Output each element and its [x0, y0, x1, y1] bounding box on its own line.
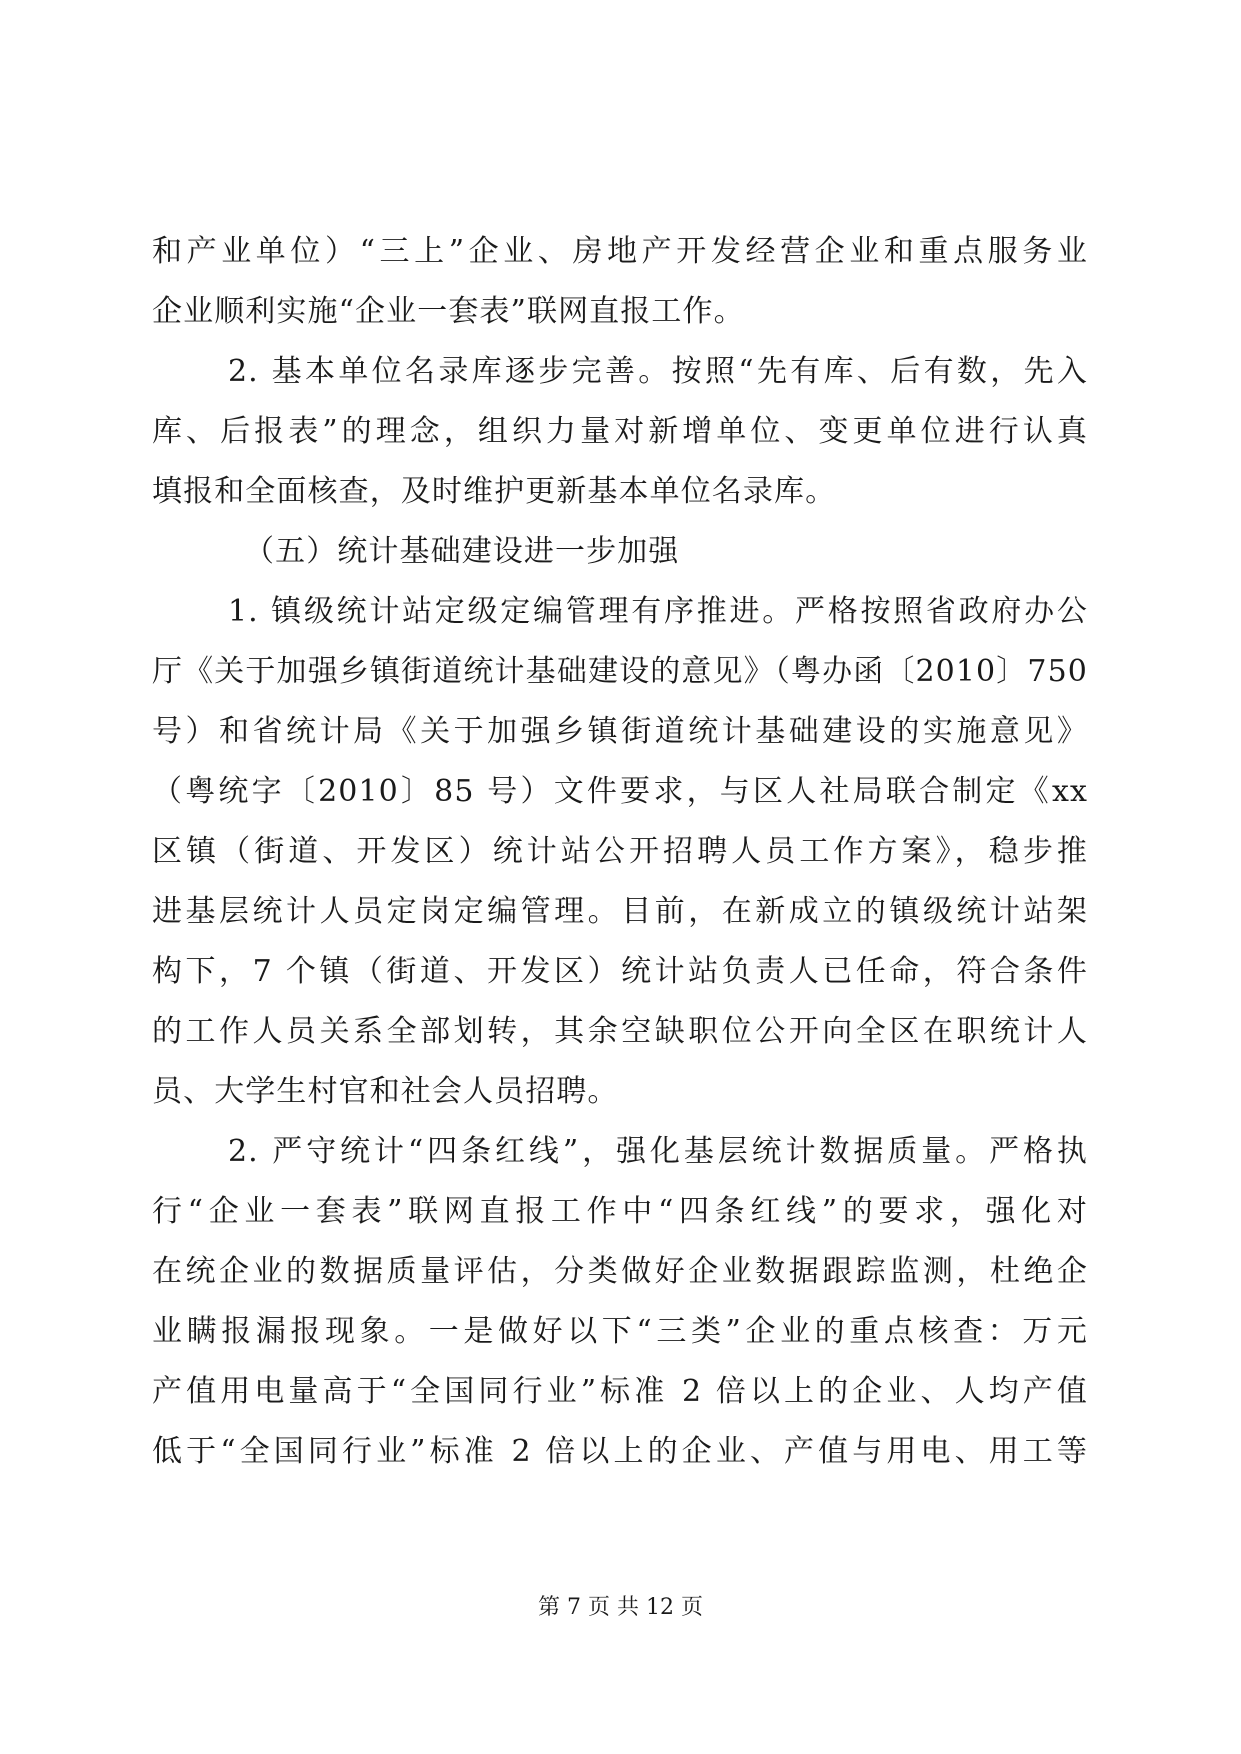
text-line: 企业顺利实施“企业一套表”联网直报工作。 — [152, 294, 745, 329]
text-line: 区镇（街道、开发区）统计站公开招聘人员工作方案》，稳步推 — [152, 834, 1088, 869]
text-line: 业瞒报漏报现象。一是做好以下“三类”企业的重点核查：万元 — [152, 1314, 1088, 1349]
body-text — [152, 222, 1088, 1482]
text-line: 号）和省统计局《关于加强乡镇街道统计基础建设的实施意见》 — [152, 714, 1088, 749]
text-line: 构下，7 个镇（街道、开发区）统计站负责人已任命，符合条件 — [152, 954, 1088, 989]
text-line: 库、后报表”的理念，组织力量对新增单位、变更单位进行认真 — [152, 414, 1088, 449]
text-line: 在统企业的数据质量评估，分类做好企业数据跟踪监测，杜绝企 — [152, 1254, 1088, 1289]
text-line: 厅《关于加强乡镇街道统计基础建设的意见》（粤办函〔2010〕750 — [152, 654, 1088, 689]
page-footer: 第 7 页 共 12 页 — [538, 1595, 703, 1620]
text-line: 产值用电量高于“全国同行业”标准 2 倍以上的企业、人均产值 — [152, 1374, 1088, 1409]
text-line: 和产业单位）“三上”企业、房地产开发经营企业和重点服务业 — [152, 234, 1088, 269]
text-line: 2. 基本单位名录库逐步完善。按照“先有库、后有数，先入 — [228, 354, 1088, 389]
text-line: 的工作人员关系全部划转，其余空缺职位公开向全区在职统计人 — [152, 1014, 1088, 1049]
text-line: 行“企业一套表”联网直报工作中“四条红线”的要求，强化对 — [152, 1194, 1088, 1229]
text-line: 填报和全面核查，及时维护更新基本单位名录库。 — [152, 474, 837, 509]
text-line: 进基层统计人员定岗定编管理。目前，在新成立的镇级统计站架 — [152, 894, 1088, 929]
text-line: 员、大学生村官和社会人员招聘。 — [152, 1074, 619, 1109]
text-line: 低于“全国同行业”标准 2 倍以上的企业、产值与用电、用工等 — [152, 1434, 1088, 1469]
text-line: 2. 严守统计“四条红线”，强化基层统计数据质量。严格执 — [228, 1134, 1088, 1169]
text-line: （粤统字〔2010〕85 号）文件要求，与区人社局联合制定《xx — [152, 774, 1088, 809]
text-line: 1. 镇级统计站定级定编管理有序推进。严格按照省政府办公 — [228, 594, 1088, 629]
section-heading: （五）统计基础建设进一步加强 — [244, 534, 680, 569]
